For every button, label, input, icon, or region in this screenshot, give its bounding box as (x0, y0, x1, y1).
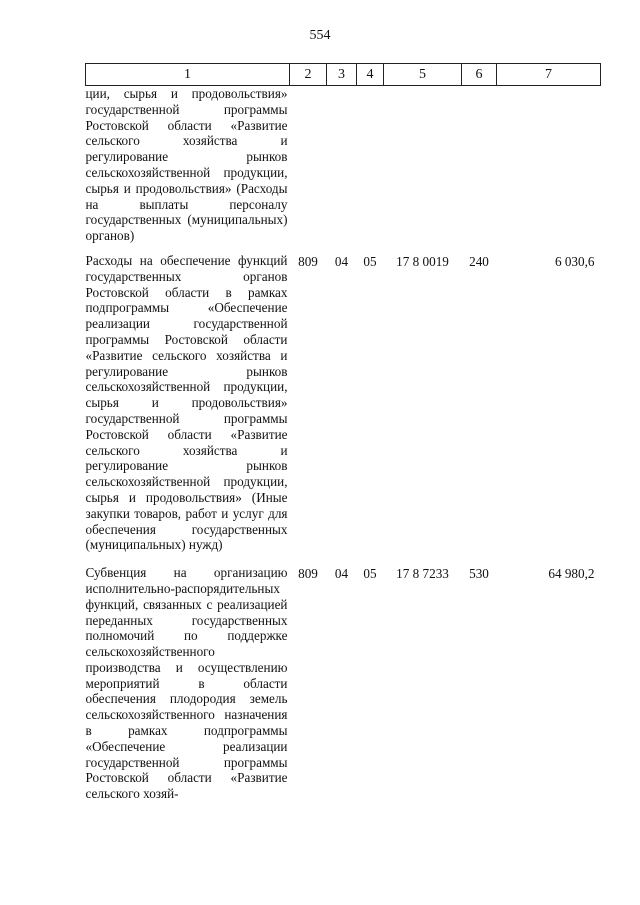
cell-expense-type: 240 (469, 253, 489, 269)
header-col-1: 1 (86, 64, 290, 86)
cell-expense-type (462, 86, 497, 253)
cell-amount (497, 86, 601, 253)
cell-subsection (357, 86, 384, 253)
cell-section: 04 (334, 253, 349, 269)
header-row (86, 64, 601, 86)
page-number: 554 (309, 28, 331, 43)
cell-ministry: 809 (298, 566, 318, 582)
cell-amount: 6 030,6 (554, 253, 595, 269)
cell-ministry (290, 86, 327, 253)
header-col-3: 3 (327, 64, 357, 86)
cell-amount: 64 980,2 (548, 566, 595, 582)
row-description: Субвенция на организацию исполнительно-распорядительных функций, связанных с реализацией переданных государственных полномочий по поддержке сельскохозяйственного производства и осуществлению мероприятий в области обеспечения плодородия земель сельскохозяйственного назначения в рамках подпрограммы «Обеспечение реализации государственной программы Ростовской области «Развитие сельского хозяй- (85, 565, 288, 802)
table-row (86, 253, 601, 565)
table-row (86, 86, 601, 253)
row-description: Расходы на обеспечение функций государственных органов Ростовской области в рамках подпрограммы «Обеспечение реализации государственной программы Ростовской области «Развитие сельского хозяйства и регулирование рынков сельскохозяйственной продукции, сырья и продовольствия» государственной программы Ростовской области «Развитие сельского хозяйства и регулирование рынков сельскохозяйственной продукции, сырья и продовольствия» (Иные закупки товаров, работ и услуг для обеспечения государственных (муниципальных) нужд) (85, 252, 288, 553)
header-col-5: 5 (384, 64, 462, 86)
header-col-6: 6 (462, 64, 497, 86)
cell-target-article: 17 8 0019 (396, 253, 449, 269)
budget-table (85, 63, 601, 802)
header-col-2: 2 (290, 64, 327, 86)
cell-expense-type: 530 (469, 566, 489, 582)
cell-target-article (384, 86, 462, 253)
table-row (86, 565, 601, 802)
cell-ministry: 809 (298, 253, 318, 269)
header-col-7: 7 (497, 64, 601, 86)
cell-section: 04 (334, 566, 349, 582)
header-col-4: 4 (357, 64, 384, 86)
cell-target-article: 17 8 7233 (396, 566, 449, 582)
cell-subsection: 05 (363, 253, 377, 269)
cell-section (327, 86, 357, 253)
cell-subsection: 05 (363, 566, 377, 582)
row-description: ции, сырья и продовольствия» государственной программы Ростовской области «Развитие сельского хозяйства и регулирование рынков сельскохозяйственной продукции, сырья и продовольствия» (Расходы на выплаты персоналу государственных (муниципальных) органов) (85, 86, 288, 244)
